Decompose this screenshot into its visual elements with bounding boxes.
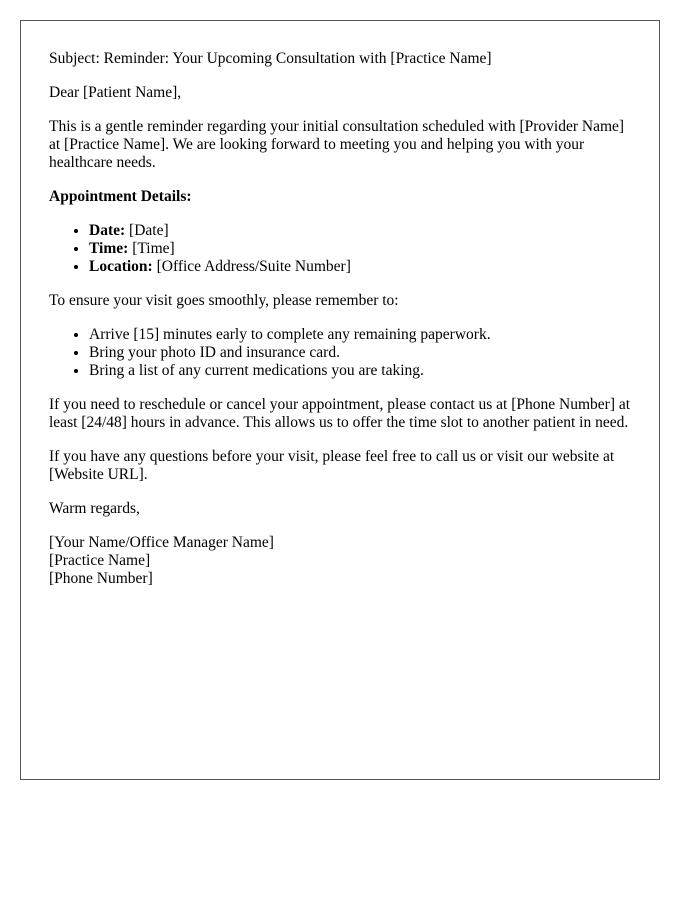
appointment-date-label: Date: [89,222,126,239]
appointment-date-item [89,222,631,240]
signature-phone: [Phone Number] [49,570,153,587]
appointment-time-item [89,240,631,258]
appointment-time-value: [Time] [128,240,175,257]
reminder-list [49,326,631,380]
questions-paragraph: If you have any questions before your visit, please feel free to call us or visit our website at [Website URL]. [49,448,615,483]
letter-container [20,20,660,780]
appointment-location-label: Location: [89,258,153,275]
appointment-details-list [49,222,631,276]
letter-subject: Subject: Reminder: Your Upcoming Consultation with [Practice Name] [49,50,492,67]
reminder-intro: To ensure your visit goes smoothly, please remember to: [49,292,399,309]
appointment-location-value: [Office Address/Suite Number] [152,258,351,275]
reminder-item-medications: • Bring a list of any current medications you are taking. [89,362,631,380]
letter-intro: This is a gentle reminder regarding your initial consultation scheduled with [Provider Name] at [Practice Name]. We are looking forward to meeting you and helping you with your healthcare needs. [49,118,625,171]
appointment-location-item [89,258,631,276]
closing: Warm regards, [49,500,140,517]
signature-practice: [Practice Name] [49,552,151,569]
appointment-details-heading: Appointment Details: [49,188,192,205]
reminder-item-id: • Bring your photo ID and insurance card. [89,344,631,362]
letter-salutation: Dear [Patient Name], [49,84,182,101]
signature-block [49,534,631,588]
appointment-date-value: [Date] [125,222,169,239]
reschedule-paragraph: If you need to reschedule or cancel your appointment, please contact us at [Phone Number] at least [24/48] hours in advance. This allows us to offer the time slot to another patient in need. [49,396,631,431]
reminder-item-arrive: • Arrive [15] minutes early to complete any remaining paperwork. [89,326,631,344]
appointment-time-label: Time: [89,240,129,257]
signature-name: [Your Name/Office Manager Name] [49,534,274,551]
